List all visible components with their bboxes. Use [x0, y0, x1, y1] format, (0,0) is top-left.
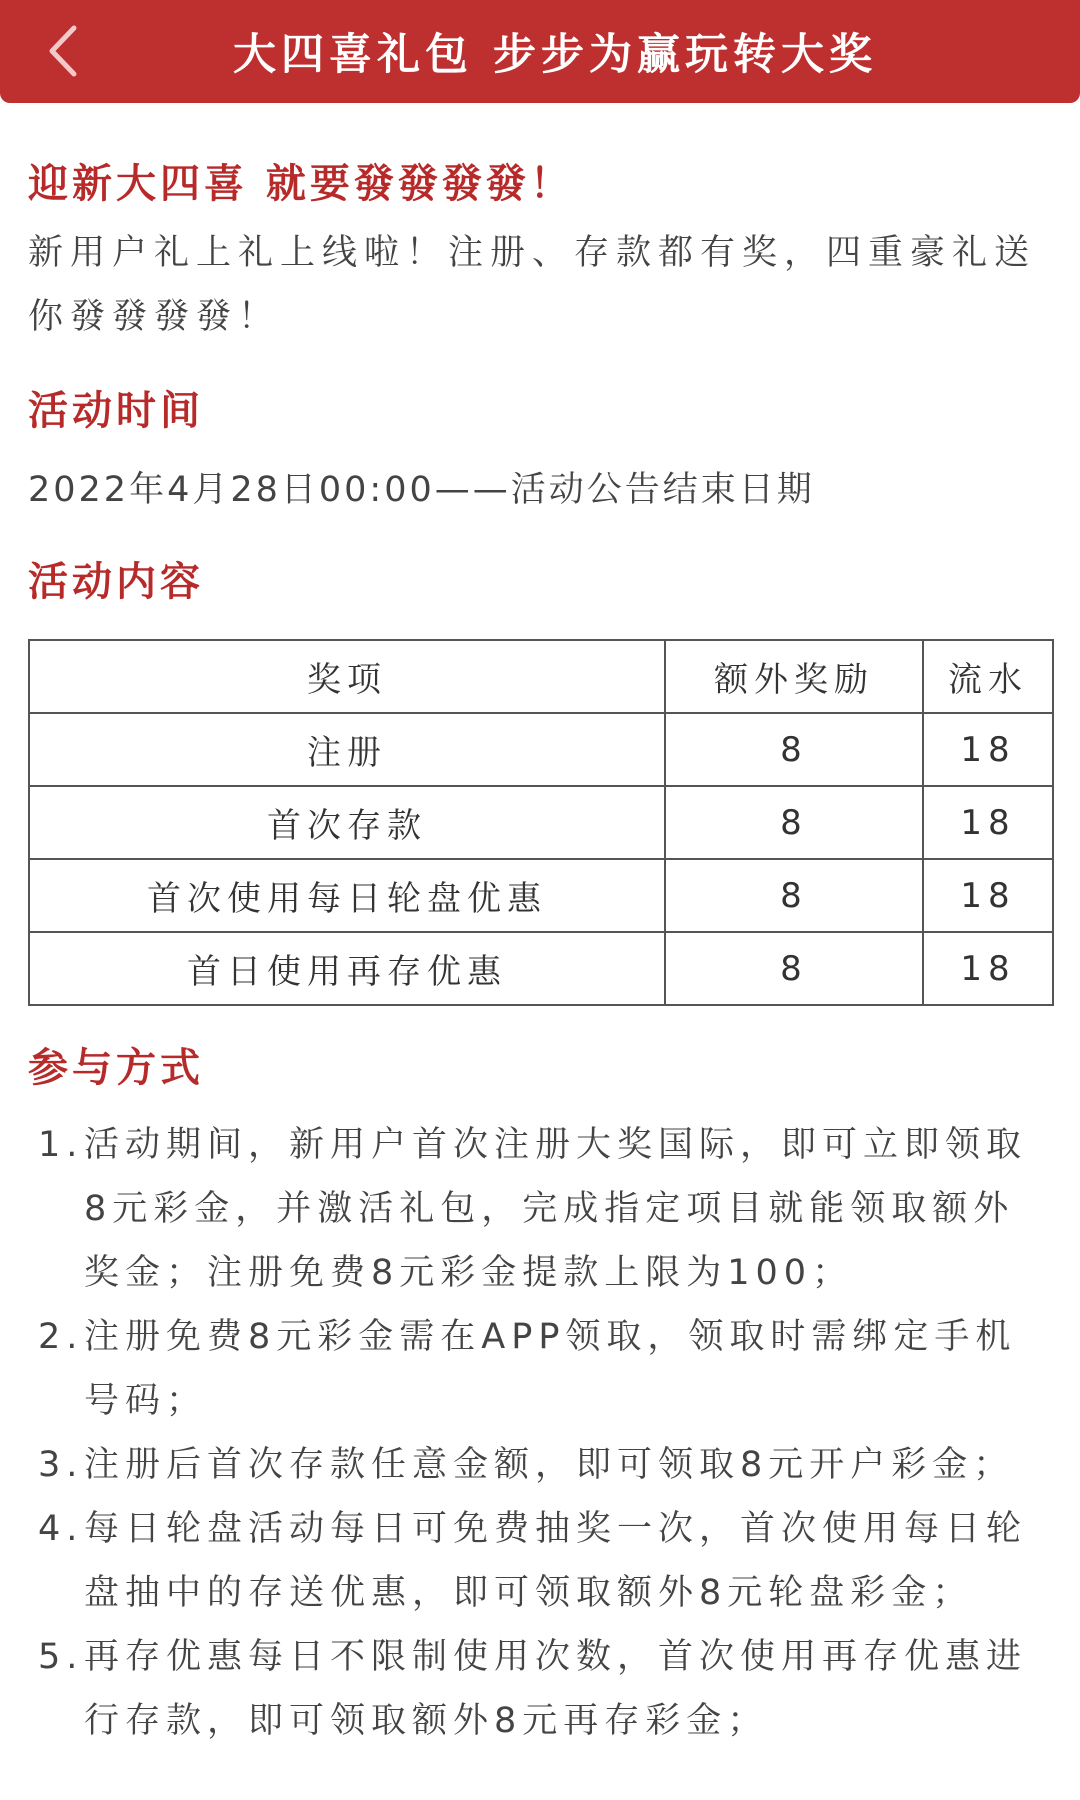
table-header-row — [29, 640, 1053, 713]
cell-item: 注册 — [29, 713, 665, 786]
cell-bonus: 8 — [665, 786, 923, 859]
list-item — [28, 1113, 1052, 1305]
content-heading: 活动内容 — [28, 559, 204, 605]
list-item — [28, 1305, 1052, 1433]
cell-bonus: 8 — [665, 713, 923, 786]
app-header — [0, 0, 1080, 103]
list-item — [28, 1625, 1052, 1753]
reward-table — [28, 639, 1054, 1006]
list-item — [28, 1497, 1052, 1625]
table-row — [29, 713, 1053, 786]
cell-turnover: 18 — [923, 932, 1053, 1005]
list-number: 1. — [38, 1125, 84, 1165]
cell-bonus: 8 — [665, 859, 923, 932]
list-text: 注册后首次存款任意金额，即可领取8元开户彩金； — [84, 1445, 1015, 1485]
column-header-bonus: 额外奖励 — [665, 640, 923, 713]
table-row — [29, 786, 1053, 859]
column-header-turnover: 流水 — [923, 640, 1053, 713]
list-number: 2. — [38, 1317, 84, 1357]
cell-item: 首次存款 — [29, 786, 665, 859]
chevron-left-icon — [44, 22, 94, 80]
list-text: 注册免费8元彩金需在APP领取，领取时需绑定手机号码； — [84, 1317, 1017, 1421]
promo-headline: 迎新大四喜 就要發發發發！ — [28, 161, 574, 207]
back-button[interactable] — [44, 22, 94, 80]
rules-list — [28, 1113, 1052, 1753]
time-heading: 活动时间 — [28, 388, 204, 434]
cell-turnover: 18 — [923, 786, 1053, 859]
list-text: 活动期间，新用户首次注册大奖国际，即可立即领取8元彩金，并激活礼包，完成指定项目就能领取额外奖金；注册免费8元彩金提款上限为100； — [84, 1125, 1028, 1293]
list-number: 4. — [38, 1509, 84, 1549]
cell-turnover: 18 — [923, 859, 1053, 932]
cell-turnover: 18 — [923, 713, 1053, 786]
list-text: 再存优惠每日不限制使用次数，首次使用再存优惠进行存款，即可领取额外8元再存彩金； — [84, 1637, 1028, 1741]
intro-text: 新用户礼上礼上线啦！注册、存款都有奖，四重豪礼送你發發發發！ — [28, 233, 1037, 337]
page-title: 大四喜礼包 步步为赢玩转大奖 — [233, 30, 877, 80]
list-number: 5. — [38, 1637, 84, 1677]
cell-item: 首日使用再存优惠 — [29, 932, 665, 1005]
time-text: 2022年4月28日00:00——活动公告结束日期 — [28, 470, 815, 510]
table-row — [29, 932, 1053, 1005]
list-text: 每日轮盘活动每日可免费抽奖一次，首次使用每日轮盘抽中的存送优惠，即可领取额外8元轮盘彩金； — [84, 1509, 1028, 1613]
cell-item: 首次使用每日轮盘优惠 — [29, 859, 665, 932]
method-heading: 参与方式 — [28, 1045, 204, 1091]
column-header-item: 奖项 — [29, 640, 665, 713]
table-row — [29, 859, 1053, 932]
list-number: 3. — [38, 1445, 84, 1485]
main-content — [28, 140, 1052, 1753]
list-item — [28, 1433, 1052, 1497]
cell-bonus: 8 — [665, 932, 923, 1005]
